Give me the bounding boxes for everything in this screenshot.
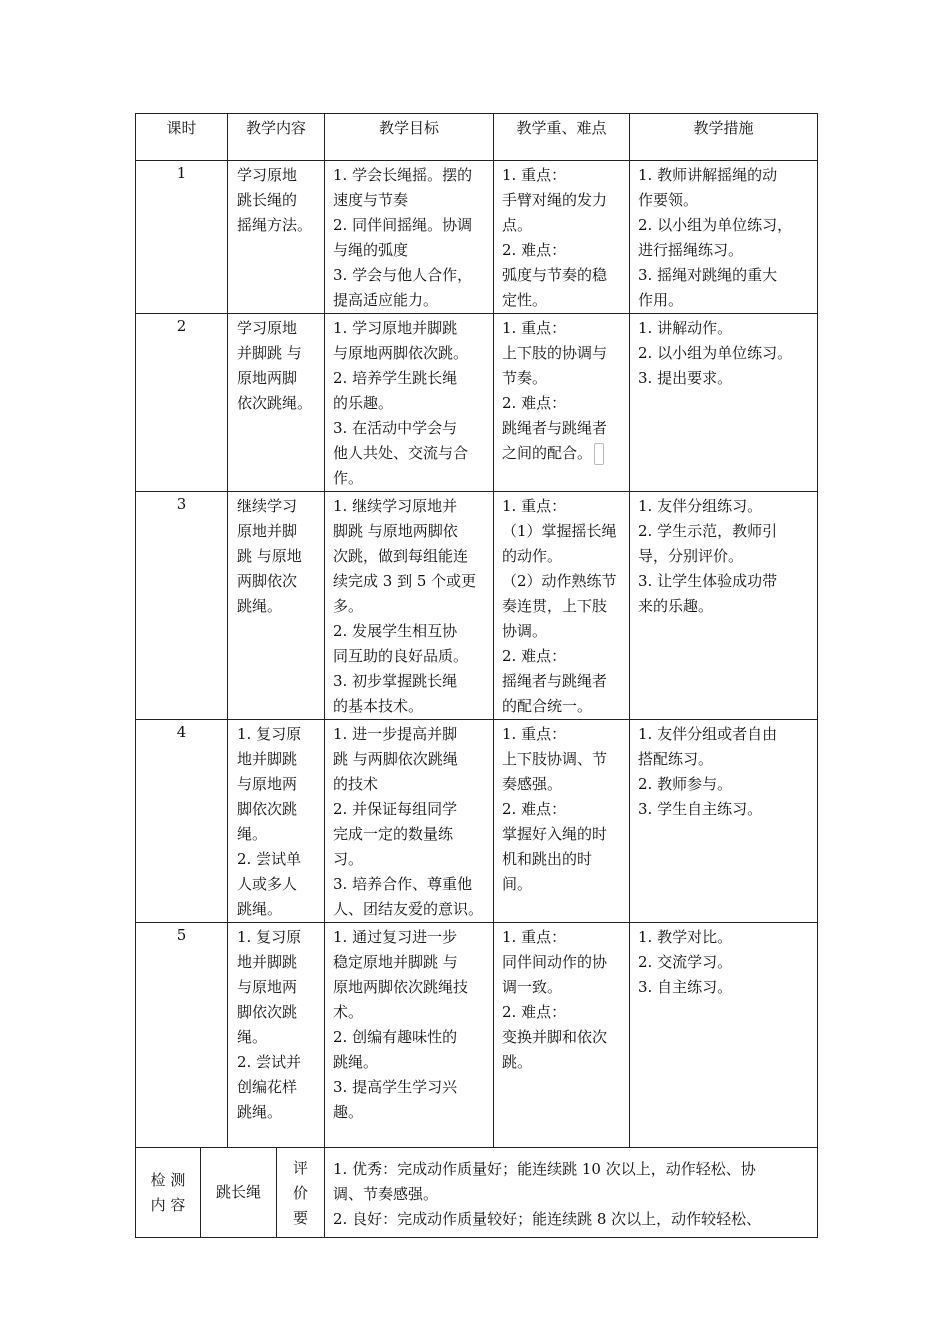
text-line: 的动作。	[502, 547, 563, 565]
text-line: 2. 以小组为单位练习，	[638, 216, 793, 234]
text-line: 2. 难点：	[502, 241, 567, 259]
lesson-content-cell	[228, 314, 325, 492]
header-measures: 教学措施	[630, 114, 818, 161]
text-line: 依次跳绳。	[237, 394, 313, 412]
lesson-content-cell	[228, 720, 325, 923]
text-line: 1. 复习原	[237, 928, 302, 946]
text-line: 跳绳。	[237, 900, 283, 918]
text-line: 多。	[333, 597, 364, 615]
text-line: 2. 难点：	[502, 394, 567, 412]
text-line: 2. 发展学生相互协	[333, 622, 458, 640]
text-line: 1. 学习原地并脚跳	[333, 319, 458, 337]
text-line: 掌握好入绳的时	[502, 825, 608, 843]
text-line: 跳绳者与跳绳者	[502, 419, 608, 437]
text-line: 1. 继续学习原地并	[333, 497, 458, 515]
text-line: 奏连贯，上下肢	[502, 597, 608, 615]
text-line: 3. 摇绳对跳绳的重大	[638, 266, 778, 284]
text-line: 跳绳。	[333, 1053, 379, 1071]
header-lesson: 课时	[136, 114, 228, 161]
text-line: 2. 同伴间摇绳。协调	[333, 216, 473, 234]
text-line: 3. 自主练习。	[638, 978, 733, 996]
lesson-keypoints-cell	[494, 720, 630, 923]
text-line: 2. 交流学习。	[638, 953, 733, 971]
header-goals: 教学目标	[325, 114, 494, 161]
text-line: 绳。	[237, 825, 268, 843]
text-line: 与原地两	[237, 775, 298, 793]
text-line: 学习原地	[237, 319, 298, 337]
text-line: 1. 优秀：完成动作质量好；能连续跳 10 次以上，动作轻松、协	[333, 1160, 756, 1178]
text-line: 1. 重点：	[502, 725, 567, 743]
lesson-content-cell	[228, 492, 325, 720]
text-line: 1. 讲解动作。	[638, 319, 733, 337]
text-line: 协调。	[502, 622, 548, 640]
text-line: 两脚依次	[237, 572, 298, 590]
text-line: 来的乐趣。	[638, 597, 714, 615]
text-line: 弧度与节奏的稳	[502, 266, 608, 284]
text-line: 2. 难点：	[502, 800, 567, 818]
table-row	[136, 314, 818, 492]
lesson-plan-table	[135, 113, 818, 1238]
text-line: （1）掌握摇长绳	[502, 522, 617, 540]
lesson-measures-cell	[630, 923, 818, 1148]
text-line: 2. 创编有趣味性的	[333, 1028, 458, 1046]
text-line: 调一致。	[502, 978, 563, 996]
text-line: 脚跳 与原地两脚依	[333, 522, 458, 540]
evaluation-side	[136, 1148, 325, 1238]
text-line: 同互助的良好品质。	[333, 647, 469, 665]
table-row	[136, 923, 818, 1148]
text-line: 2. 尝试并	[237, 1053, 302, 1071]
lesson-number: 3	[136, 492, 228, 720]
text-line: 与绳的弧度	[333, 241, 409, 259]
text-line: 上下肢的协调与	[502, 344, 608, 362]
lesson-goals-cell	[325, 720, 494, 923]
text-line: 奏感强。	[502, 775, 563, 793]
text-line: 绳。	[237, 1028, 268, 1046]
text-line: 1. 教师讲解摇绳的动	[638, 166, 778, 184]
text-line: 3. 初步掌握跳长绳	[333, 672, 458, 690]
text-line: 次跳，做到每组能连	[333, 547, 469, 565]
lesson-keypoints-cell	[494, 923, 630, 1148]
text-line: 趣。	[333, 1103, 364, 1121]
text-line: 作要领。	[638, 191, 699, 209]
text-line: 跳绳。	[237, 597, 283, 615]
text-line: 续完成 3 到 5 个或更	[333, 572, 477, 590]
text-line: 摇绳方法。	[237, 216, 313, 234]
text-line: 价	[292, 1184, 308, 1202]
text-line: 内 容	[150, 1195, 186, 1214]
text-line: 2. 难点：	[502, 1003, 567, 1021]
text-line: 原地并脚	[237, 522, 298, 540]
text-line: 1. 重点：	[502, 928, 567, 946]
cursor-box	[594, 443, 604, 465]
text-line: 之间的配合。	[502, 441, 623, 466]
text-line: 1. 友伴分组练习。	[638, 497, 763, 515]
table-row	[136, 492, 818, 720]
lesson-number: 2	[136, 314, 228, 492]
text-line: 的技术	[333, 775, 379, 793]
header-row	[136, 114, 818, 161]
text-line: 搭配练习。	[638, 750, 714, 768]
text-line: 节奏。	[502, 369, 548, 387]
text-line: 检 测	[150, 1170, 186, 1189]
test-content-label	[136, 1148, 201, 1237]
lesson-measures-cell	[630, 492, 818, 720]
text-line: 原地两脚	[237, 369, 298, 387]
lesson-keypoints-cell	[494, 161, 630, 314]
lesson-goals-cell	[325, 161, 494, 314]
text-line: 2. 教师参与。	[638, 775, 733, 793]
text-line: 2. 学生示范，教师引	[638, 522, 778, 540]
text-line: 作用。	[638, 291, 684, 309]
text-line: 3. 提出要求。	[638, 369, 733, 387]
text-line: 间。	[502, 875, 533, 893]
text-line: 2. 以小组为单位练习。	[638, 344, 793, 362]
text-line: 1. 复习原	[237, 725, 302, 743]
text-line: 的配合统一。	[502, 697, 593, 715]
text-line: 上下肢协调、节	[502, 750, 608, 768]
text-line: 跳长绳的	[237, 191, 298, 209]
criteria-label	[277, 1148, 324, 1237]
text-line: 人或多人	[237, 875, 298, 893]
text-line: 机和跳出的时	[502, 850, 593, 868]
text-line: 同伴间动作的协	[502, 953, 608, 971]
text-line: 继续学习	[237, 497, 298, 515]
text-line: 2. 良好：完成动作质量较好；能连续跳 8 次以上，动作较轻松、	[333, 1210, 762, 1228]
text-line: 完成一定的数量练	[333, 825, 454, 843]
text-line: 稳定原地并脚跳 与	[333, 953, 458, 971]
table-row	[136, 720, 818, 923]
lesson-number: 1	[136, 161, 228, 314]
text-line: 3. 提高学生学习兴	[333, 1078, 458, 1096]
text-line: 点。	[502, 216, 533, 234]
text-line: 进行摇绳练习。	[638, 241, 744, 259]
text-line: 提高适应能力。	[333, 291, 439, 309]
lesson-keypoints-cell	[494, 314, 630, 492]
text-line: 的基本技术。	[333, 697, 424, 715]
text-line: 与原地两	[237, 978, 298, 996]
header-content: 教学内容	[228, 114, 325, 161]
text-line: 2. 尝试单	[237, 850, 302, 868]
text-line: 脚依次跳	[237, 1003, 298, 1021]
lesson-keypoints-cell	[494, 492, 630, 720]
text-line: 摇绳者与跳绳者	[502, 672, 608, 690]
lesson-number: 5	[136, 923, 228, 1148]
lesson-number: 4	[136, 720, 228, 923]
table-row	[136, 161, 818, 314]
text-line: 1. 学会长绳摇。摆的	[333, 166, 473, 184]
text-line: 术。	[333, 1003, 364, 1021]
text-line: 地并脚跳	[237, 750, 298, 768]
text-line: 导，分别评价。	[638, 547, 744, 565]
text-line: 并脚跳 与	[237, 344, 302, 362]
text-line: 跳。	[502, 1053, 533, 1071]
text-line: 变换并脚和依次	[502, 1028, 608, 1046]
text-line: 原地两脚依次跳绳技	[333, 978, 469, 996]
text-line: 要	[292, 1209, 308, 1227]
lesson-goals-cell	[325, 492, 494, 720]
text-line: 习。	[333, 850, 364, 868]
text-line: 1. 重点：	[502, 166, 567, 184]
text-line: 脚依次跳	[237, 800, 298, 818]
text-line: 1. 重点：	[502, 497, 567, 515]
text-line: 1. 通过复习进一步	[333, 928, 458, 946]
header-keypoints: 教学重、难点	[494, 114, 630, 161]
text-line: （2）动作熟练节	[502, 572, 617, 590]
text-line: 1. 进一步提高并脚	[333, 725, 458, 743]
text-line: 2. 并保证每组同学	[333, 800, 458, 818]
text-line: 的乐趣。	[333, 394, 394, 412]
text-line: 调、节奏感强。	[333, 1185, 439, 1203]
lesson-measures-cell	[630, 161, 818, 314]
lesson-measures-cell	[630, 314, 818, 492]
text-line: 手臂对绳的发力	[502, 191, 608, 209]
text-line: 地并脚跳	[237, 953, 298, 971]
text-line: 2. 培养学生跳长绳	[333, 369, 458, 387]
text-line: 1. 友伴分组或者自由	[638, 725, 778, 743]
text-line: 人、团结友爱的意识。	[333, 900, 484, 918]
text-line: 3. 学生自主练习。	[638, 800, 763, 818]
text-line: 1. 教学对比。	[638, 928, 733, 946]
text-line: 速度与节奏	[333, 191, 409, 209]
text-line: 2. 难点：	[502, 647, 567, 665]
text-line: 作。	[333, 469, 364, 487]
test-item: 跳长绳	[201, 1148, 277, 1237]
text-line: 跳 与原地	[237, 547, 302, 565]
text-line: 学习原地	[237, 166, 298, 184]
lesson-content-cell	[228, 161, 325, 314]
lesson-content-cell	[228, 923, 325, 1148]
lesson-goals-cell	[325, 923, 494, 1148]
text-line: 跳 与两脚依次跳绳	[333, 750, 458, 768]
text-line: 他人共处、交流与合	[333, 444, 469, 462]
text-line: 与原地两脚依次跳。	[333, 344, 469, 362]
text-line: 创编花样	[237, 1078, 298, 1096]
text-line: 3. 培养合作、尊重他	[333, 875, 473, 893]
evaluation-criteria	[325, 1148, 818, 1238]
lesson-goals-cell	[325, 314, 494, 492]
text-line: 定性。	[502, 291, 548, 309]
text-line: 评	[292, 1159, 308, 1177]
text-line: 3. 在活动中学会与	[333, 419, 458, 437]
text-line: 3. 让学生体验成功带	[638, 572, 778, 590]
text-line: 3. 学会与他人合作，	[333, 266, 473, 284]
text-line: 1. 重点：	[502, 319, 567, 337]
lesson-measures-cell	[630, 720, 818, 923]
text-line: 跳绳。	[237, 1103, 283, 1121]
evaluation-row	[136, 1148, 818, 1238]
